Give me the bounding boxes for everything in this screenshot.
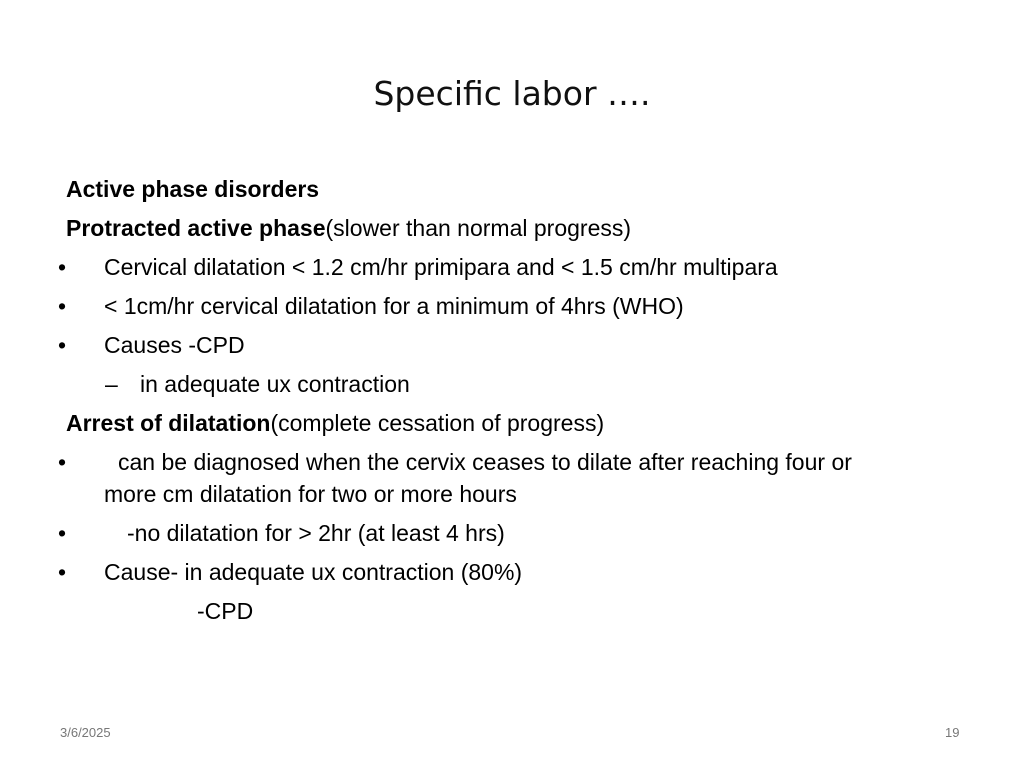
protracted-rest: (slower than normal progress)	[325, 215, 632, 241]
heading-active-phase: Active phase disorders	[66, 176, 320, 202]
bullet-icon: •	[58, 332, 67, 358]
slide-number: 19	[945, 725, 960, 740]
dash-icon: –	[105, 371, 118, 397]
list-item-text: -no dilatation for > 2hr (at least 4 hrs)	[127, 520, 505, 546]
list-item-text: Causes -CPD	[104, 332, 245, 358]
bullet-icon: •	[58, 520, 67, 546]
sub-list-item-text: in adequate ux contraction	[140, 371, 410, 397]
arrest-heading	[66, 407, 604, 439]
list-item-text: < 1cm/hr cervical dilatation for a minimum of 4hrs (WHO)	[104, 293, 684, 319]
bullet-icon: •	[58, 293, 67, 319]
list-item-text: more cm dilatation for two or more hours	[104, 481, 517, 507]
list-item-text: can be diagnosed when the cervix ceases to dilate after reaching four or	[118, 449, 852, 475]
list-item-text: Cause- in adequate ux contraction (80%)	[104, 559, 523, 585]
bullet-icon: •	[58, 254, 67, 280]
list-item-continuation: -CPD	[197, 598, 254, 624]
bullet-icon: •	[58, 449, 67, 475]
arrest-rest: (complete cessation of progress)	[270, 410, 605, 436]
bullet-icon: •	[58, 559, 67, 585]
protracted-bold: Protracted active phase	[66, 215, 326, 241]
protracted-heading	[66, 212, 631, 244]
list-item-text: Cervical dilatation < 1.2 cm/hr primipara and < 1.5 cm/hr multipara	[104, 254, 778, 280]
footer-date: 3/6/2025	[60, 725, 111, 740]
arrest-bold: Arrest of dilatation	[66, 410, 271, 436]
slide-title: Specific labor ….	[373, 74, 651, 113]
